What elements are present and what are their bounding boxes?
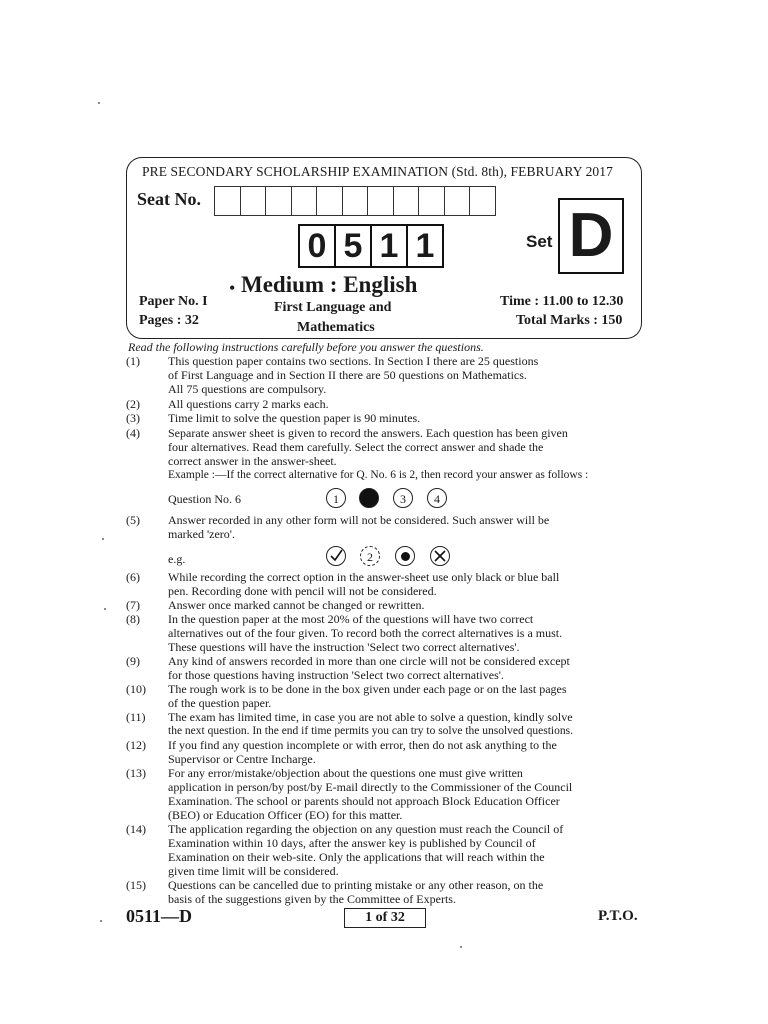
partial-circle: 2 <box>360 546 380 566</box>
paper-code-digit: 0 <box>298 224 336 268</box>
instruction-line: These questions will have the instruction 'Select two correct alternatives'. <box>168 640 520 654</box>
instruction-line: While recording the correct option in the answer-sheet use only black or blue ball <box>168 570 560 584</box>
paper-code-digit: 1 <box>370 224 408 268</box>
instruction-line: pen. Recording done with pencil will not be considered. <box>168 584 437 598</box>
seat-box <box>240 186 267 216</box>
instruction-line: the next question. In the end if time permits you can try to solve the unsolved questions. <box>168 725 573 737</box>
paper-code-digit: 1 <box>406 224 444 268</box>
instruction-line: given time limit will be considered. <box>168 864 339 878</box>
seat-box <box>418 186 445 216</box>
seat-box <box>342 186 369 216</box>
scan-speck <box>460 946 462 948</box>
instruction-line: Questions can be cancelled due to printing mistake or any other reason, on the <box>168 878 544 892</box>
instruction-number: (6) <box>126 570 140 584</box>
scan-speck <box>100 920 102 922</box>
instruction-line: Any kind of answers recorded in more than one circle will not be considered except <box>168 654 570 668</box>
instruction-number: (13) <box>126 766 146 780</box>
instruction-line: The exam has limited time, in case you are not able to solve a question, kindly solve <box>168 710 573 724</box>
dot-mark <box>401 552 410 561</box>
seat-number-boxes <box>214 186 495 216</box>
instruction-line: of the question paper. <box>168 696 272 710</box>
instruction-number: (4) <box>126 426 140 440</box>
instruction-number: (7) <box>126 598 140 612</box>
instruction-number: (14) <box>126 822 146 836</box>
option-circle-filled <box>359 488 379 508</box>
instruction-line: This question paper contains two sections. In Section I there are 25 questions <box>168 354 539 368</box>
subject-line-2: Mathematics <box>297 320 375 335</box>
instruction-example: Example :—If the correct alternative for Q. No. 6 is 2, then record your answer as follows : <box>168 469 589 481</box>
exam-time: Time : 11.00 to 12.30 <box>500 294 624 309</box>
page-count: Pages : 32 <box>139 313 199 328</box>
option-circle: 3 <box>393 488 413 508</box>
wrong-tick-circle <box>326 546 346 566</box>
medium-heading: Medium : English <box>241 272 418 297</box>
instruction-number: (8) <box>126 612 140 626</box>
instruction-number: (12) <box>126 738 146 752</box>
seat-box <box>265 186 292 216</box>
instruction-line: of First Language and in Section II there are 50 questions on Mathematics. <box>168 368 527 382</box>
instruction-line: All questions carry 2 marks each. <box>168 397 329 411</box>
instruction-line: (BEO) or Education Officer (EO) for this matter. <box>168 808 403 822</box>
instruction-line: Examination. The school or parents should not approach Block Education Officer <box>168 794 560 808</box>
instruction-line: For any error/mistake/objection about the questions one must give written <box>168 766 523 780</box>
seat-box <box>291 186 318 216</box>
instruction-number: (9) <box>126 654 140 668</box>
cross-circle <box>430 546 450 566</box>
option-circle: 4 <box>427 488 447 508</box>
subject-line-1: First Language and <box>274 300 392 315</box>
instruction-line: Time limit to solve the question paper is 90 minutes. <box>168 411 421 425</box>
instruction-line: Answer recorded in any other form will not be considered. Such answer will be <box>168 513 550 527</box>
seat-box <box>469 186 496 216</box>
paper-code-boxes <box>298 224 442 268</box>
instruction-line: basis of the suggestions given by the Committee of Experts. <box>168 892 456 906</box>
tick-mark-icon <box>327 547 345 565</box>
seat-box <box>214 186 241 216</box>
eg-label: e.g. <box>168 552 186 566</box>
scan-speck <box>104 608 106 610</box>
instruction-line: In the question paper at the most 20% of the questions will have two correct <box>168 612 534 626</box>
footer-page-number: 1 of 32 <box>344 908 426 928</box>
instruction-line: The rough work is to be done in the box given under each page or on the last pages <box>168 682 567 696</box>
paper-code-digit: 5 <box>334 224 372 268</box>
instruction-line: marked 'zero'. <box>168 527 235 541</box>
instruction-line: All 75 questions are compulsory. <box>168 382 327 396</box>
instruction-number: (2) <box>126 397 140 411</box>
example-question-label: Question No. 6 <box>168 492 241 506</box>
dot-circle <box>395 546 415 566</box>
option-circle: 1 <box>326 488 346 508</box>
instruction-line: alternatives out of the four given. To record both the correct alternatives is a must. <box>168 626 563 640</box>
instructions-intro: Read the following instructions carefully before you answer the questions. <box>128 340 484 354</box>
set-value-box: D <box>558 198 624 274</box>
instruction-line: Answer once marked cannot be changed or rewritten. <box>168 598 425 612</box>
instruction-line: for those questions having instruction 'Select two correct alternatives'. <box>168 668 504 682</box>
seat-box <box>393 186 420 216</box>
instruction-line: application in person/by post/by E-mail directly to the Commissioner of the Council <box>168 780 573 794</box>
scan-speck <box>98 102 100 104</box>
scan-speck <box>102 538 104 540</box>
instruction-number: (1) <box>126 354 140 368</box>
instruction-line: correct answer in the answer-sheet. <box>168 454 337 468</box>
instruction-line: If you find any question incomplete or with error, then do not ask anything to the <box>168 738 557 752</box>
instruction-number: (15) <box>126 878 146 892</box>
seat-box <box>316 186 343 216</box>
cross-mark-icon <box>431 547 449 565</box>
instruction-number: (10) <box>126 682 146 696</box>
seat-label: Seat No. <box>137 189 201 209</box>
instruction-number: (3) <box>126 411 140 425</box>
set-label: Set <box>526 232 553 251</box>
instruction-number: (11) <box>126 710 146 724</box>
paper-number: Paper No. I <box>139 294 208 309</box>
exam-title: PRE SECONDARY SCHOLARSHIP EXAMINATION (Std. 8th), FEBRUARY 2017 <box>142 164 613 179</box>
total-marks: Total Marks : 150 <box>516 313 623 328</box>
instruction-line: four alternatives. Read them carefully. Select the correct answer and shade the <box>168 440 544 454</box>
instruction-line: Examination within 10 days, after the answer key is published by Council of <box>168 836 536 850</box>
instruction-number: (5) <box>126 513 140 527</box>
instruction-line: Separate answer sheet is given to record the answers. Each question has been given <box>168 426 568 440</box>
instruction-line: Supervisor or Centre Incharge. <box>168 752 316 766</box>
footer-pto: P.T.O. <box>598 908 638 924</box>
bullet-dot: • <box>229 278 236 298</box>
seat-box <box>444 186 471 216</box>
footer-paper-code: 0511—D <box>126 906 193 926</box>
instruction-line: The application regarding the objection on any question must reach the Council of <box>168 822 564 836</box>
seat-box <box>367 186 394 216</box>
instruction-line: Examination on their web-site. Only the applications that will reach within the <box>168 850 545 864</box>
